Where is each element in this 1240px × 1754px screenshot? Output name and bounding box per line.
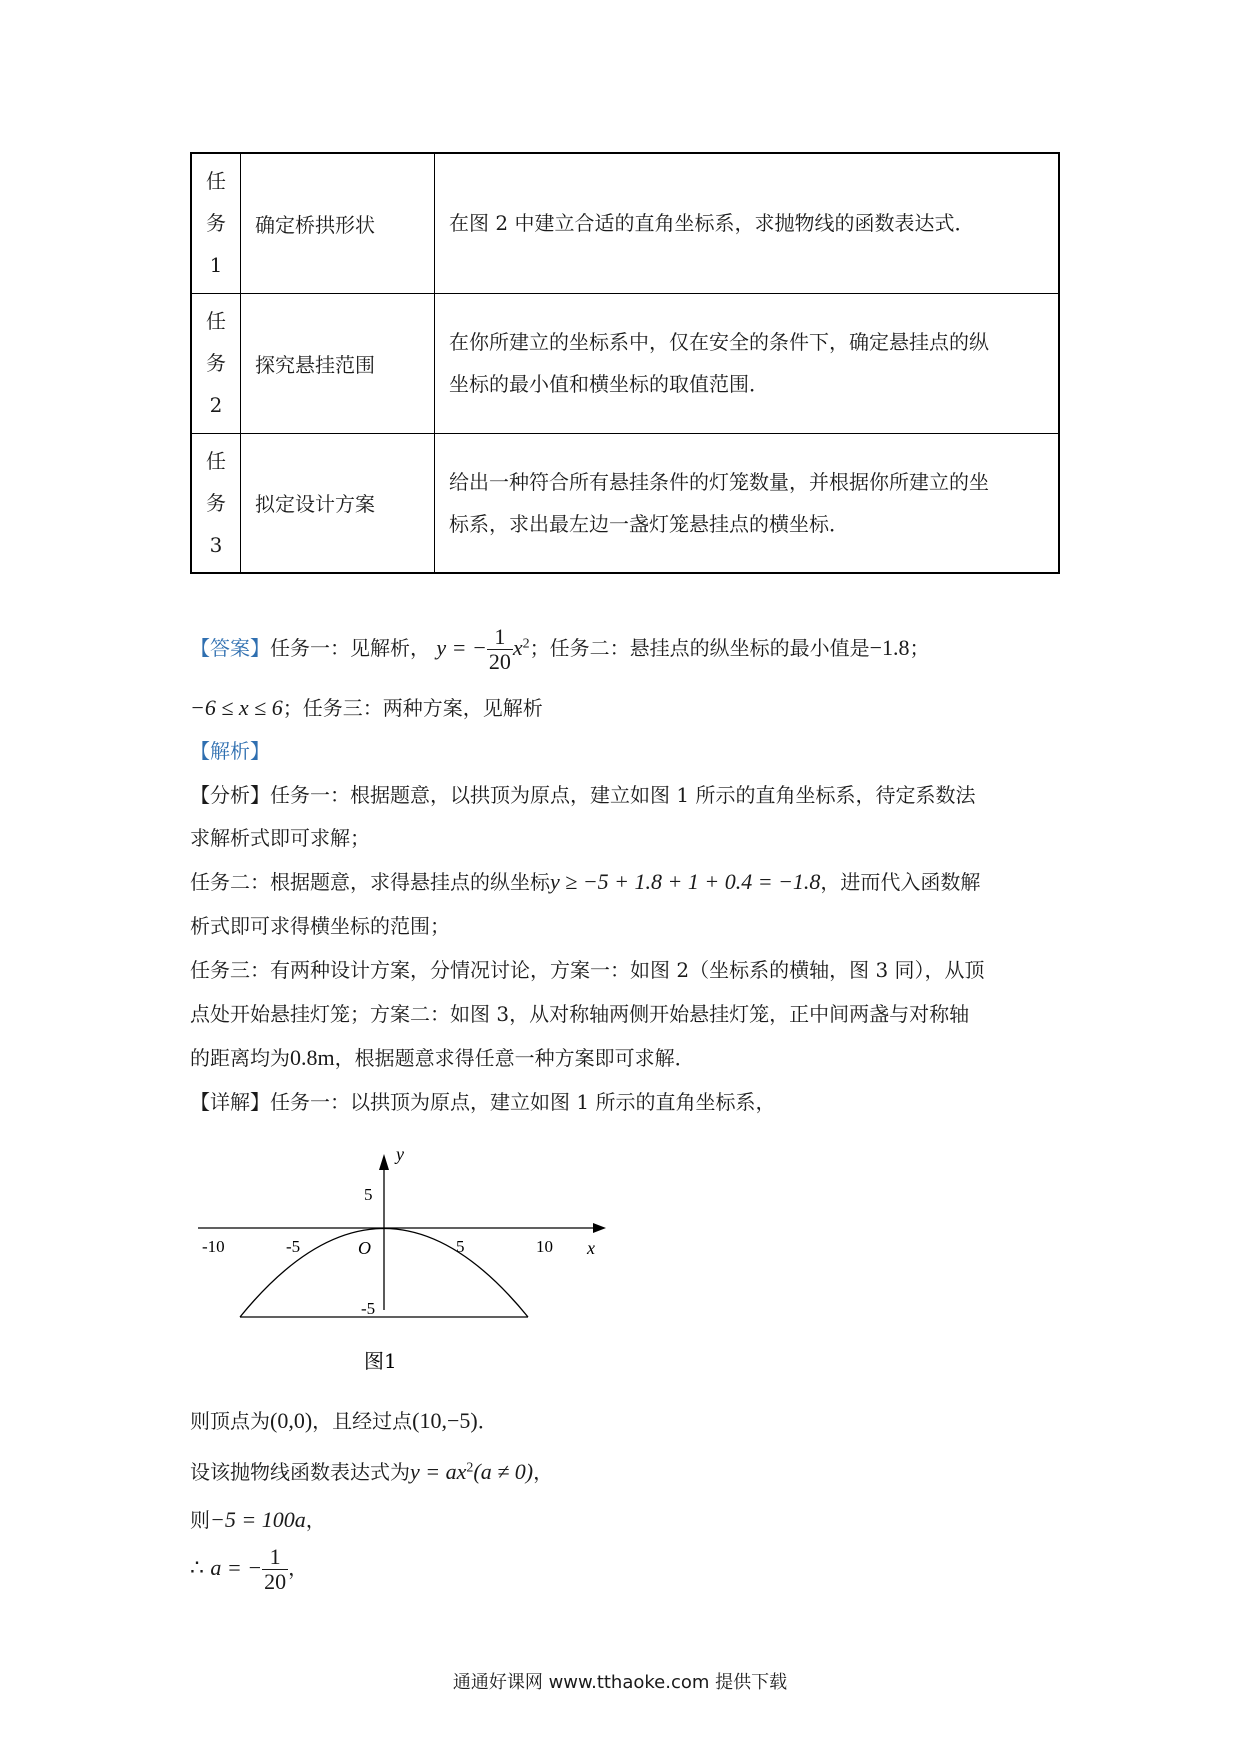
detail-line: 【详解】任务一：以拱顶为原点，建立如图 1 所示的直角坐标系， <box>190 1090 776 1114</box>
task-label: 任 务 2 <box>191 293 241 433</box>
origin-label: O <box>358 1238 371 1258</box>
answer-tag: 【答案】 <box>190 636 270 660</box>
x-tick-label: -10 <box>202 1237 225 1256</box>
y-tick-label: 5 <box>364 1185 373 1204</box>
answer-line: 【答案】任务一：见解析， y = − $\frac{1}{20}$ $x^2$；任务二：悬挂点的纵坐标的最小值是−1.8； <box>190 624 930 674</box>
x-tick-label: -5 <box>286 1237 301 1256</box>
figure-1-graph <box>198 1140 618 1380</box>
task-content: 在你所建立的坐标系中，仅在安全的条件下，确定悬挂点的纵 坐标的最小值和横坐标的取值范围． <box>435 293 1060 433</box>
x-tick-label: 10 <box>536 1237 553 1256</box>
analysis-line: 的距离均为0.8m，根据题意求得任意一种方案即可求解． <box>190 1045 695 1070</box>
analysis-line: 析式即可求得横坐标的范围； <box>190 914 450 938</box>
table-row <box>191 293 1059 433</box>
x-axis-label: x <box>587 1238 595 1258</box>
analysis-line: 【分析】任务一：根据题意，以拱顶为原点，建立如图 1 所示的直角坐标系，待定系数法 <box>190 783 976 807</box>
task-content: 在图 2 中建立合适的直角坐标系，求抛物线的函数表达式． <box>435 153 1060 293</box>
task-title: 确定桥拱形状 <box>241 153 435 293</box>
y-axis-arrow <box>379 1154 389 1170</box>
x-tick-label: 5 <box>456 1237 465 1256</box>
analysis-line: 点处开始悬挂灯笼；方案二：如图 3，从对称轴两侧开始悬挂灯笼，正中间两盏与对称轴 <box>190 1002 970 1026</box>
analysis-line: 任务二：根据题意，求得悬挂点的纵坐标y ≥ −5 + 1.8 + 1 + 0.4 = −1.8，进而代入函数解 <box>190 869 981 894</box>
therefore-line: ∴ a = − $\frac{1}{20}$ ， <box>190 1544 309 1594</box>
fraction: $\frac{1}{20}$ <box>264 1544 287 1594</box>
table-row <box>191 433 1059 573</box>
analysis-line: 任务三：有两种设计方案，分情况讨论，方案一：如图 2（坐标系的横轴，图 3 同），从顶 <box>190 958 985 982</box>
task-content: 给出一种符合所有悬挂条件的灯笼数量，并根据你所建立的坐 标系，求出最左边一盏灯笼悬挂点的横坐标． <box>435 433 1060 573</box>
table-row <box>191 153 1059 293</box>
analysis-tag: 【解析】 <box>190 739 270 763</box>
analysis-line: 求解析式即可求解； <box>190 826 370 850</box>
y-tick-label: -5 <box>361 1299 376 1318</box>
x-axis-arrow <box>593 1223 606 1233</box>
fraction: $\frac{1}{20}$ <box>488 624 511 674</box>
page-footer: 通通好课网 www.tthaoke.com 提供下载 <box>452 1672 788 1693</box>
task-title: 拟定设计方案 <box>241 433 435 573</box>
vertex-line: 则顶点为(0,0)，且经过点(10,−5)． <box>190 1408 498 1433</box>
task-label: 任 务 1 <box>191 153 241 293</box>
figure-caption: 图1 <box>364 1349 397 1373</box>
task-table <box>190 152 1060 574</box>
y-axis-label: y <box>396 1144 404 1164</box>
setup-line: 设该抛物线函数表达式为$y = ax^2(a \ne 0)$， <box>190 1459 554 1484</box>
task-title: 探究悬挂范围 <box>241 293 435 433</box>
answer-line-2: −6 ≤ x ≤ 6；任务三：两种方案，见解析 <box>190 695 543 720</box>
task-label: 任 务 3 <box>191 433 241 573</box>
then-line: 则−5 = 100a， <box>190 1507 326 1532</box>
